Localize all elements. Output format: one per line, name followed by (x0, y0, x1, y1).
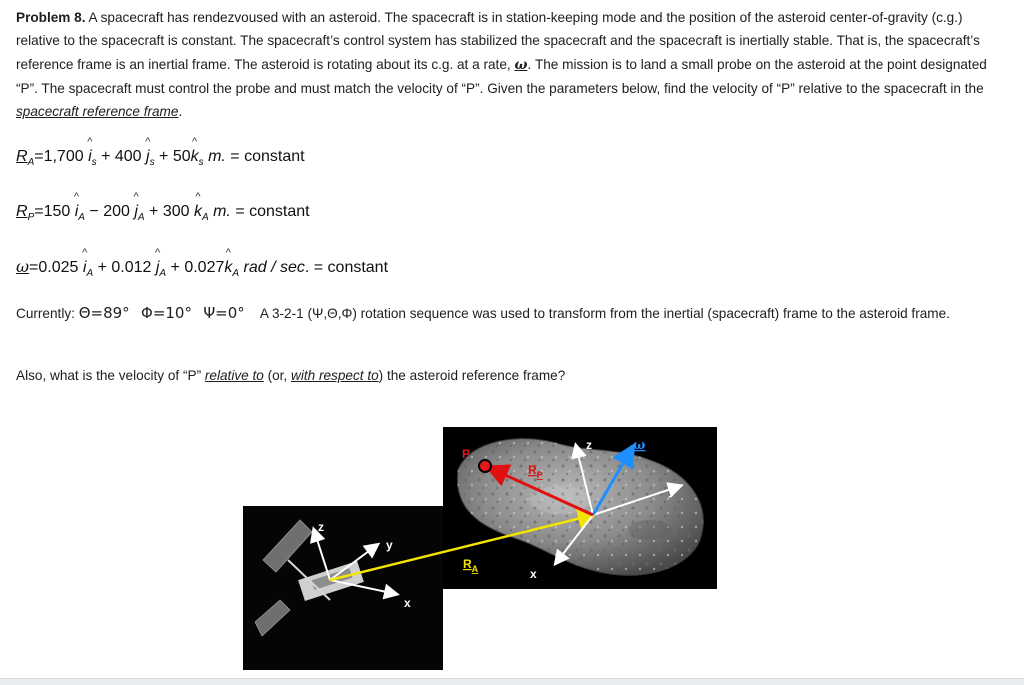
rp-term-3: + 300 (144, 203, 190, 220)
ra-tail: = constant (225, 148, 305, 165)
omega-tail: . = constant (304, 259, 389, 276)
problem-intro-2: . The mission is to land a small probe on the asteroid at the point designated “P”. The spacecraft must control the probe and must match the velocity of “P”. Given the parameters below, find the velocity of “P” relative to the spacecraft in the (16, 56, 987, 96)
asteroid-y-label: y (668, 484, 675, 498)
ra-term-3: + 50 (154, 148, 191, 165)
ra-unit-k: ^ k (191, 148, 199, 166)
ra-unit-k-sub: s (198, 157, 204, 169)
spacecraft-x-label: x (404, 596, 411, 610)
omega-unit-i-sub: A (86, 268, 94, 280)
ra-unit-j: ^ j (146, 148, 150, 166)
rp-unit-i-sub: A (78, 212, 85, 224)
ra-unit-j-sub: s (149, 157, 155, 169)
psi-value: Ψ=0° (203, 304, 245, 322)
omega-symbol: ω (514, 56, 528, 73)
omega-unit-j-sub: A (159, 268, 167, 280)
rp-unit-k: ^ k (194, 203, 202, 221)
rp-figure-label: $R_P$ (528, 463, 543, 480)
omega-unit-k-sub: A (232, 268, 240, 280)
rp-unit-j: ^ j (134, 203, 138, 221)
rp-unit-j-sub: A (137, 212, 145, 224)
problem-intro-end: . (178, 104, 183, 120)
rp-term-2: − 200 (84, 203, 130, 220)
ra-unit: m. (203, 148, 226, 165)
omega-unit-j: ^ j (156, 259, 160, 277)
rp-tail: = constant (230, 203, 310, 220)
ra-unit-i-sub: s (91, 157, 97, 169)
theta-value: Θ=89° (78, 304, 130, 322)
asteroid-x-label: x (530, 567, 537, 581)
omega-term-2: + 0.012 (93, 259, 152, 276)
omega-figure-label: ω (633, 438, 646, 453)
ra-vector: R (16, 148, 28, 165)
spacecraft-frame-link: spacecraft reference frame (16, 104, 179, 120)
ra-term-2: + 400 (96, 148, 142, 165)
question-after: ) the asteroid reference frame? (378, 368, 566, 383)
omega-unit: rad / sec (239, 259, 305, 276)
problem-intro-1: A spacecraft has rendezvoused with an asteroid. The spacecraft is in station-keeping mode and the position of the asteroid center-of-gravity (c.g.) relative to the spacecraft is constant. The spacecraft’s control system has stabilized the spacecraft and the spacecraft is inertially stable. That is, the spacecraft’s reference frame is an inertial frame. The asteroid is rotating about its c.g. at a rate, (16, 10, 980, 72)
rp-unit-k-sub: A (201, 212, 209, 224)
rp-vector: R (16, 203, 28, 220)
ra-figure-label: $R_A$ (463, 557, 479, 574)
with-respect-to-text: with respect to (291, 368, 379, 383)
problem-label: Problem 8. (16, 10, 86, 25)
rp-term-1: =150 (34, 203, 71, 220)
question-before: Also, what is the velocity of “P” (16, 368, 205, 383)
rp-unit: m. (208, 203, 231, 220)
asteroid-z-label: z (586, 438, 592, 452)
question-middle: (or, (263, 368, 292, 383)
rp-vector-sub: P (27, 212, 35, 224)
ra-vector-sub: A (27, 157, 35, 169)
point-p-label: P (462, 447, 471, 461)
omega-unit-k: ^ k (224, 259, 232, 277)
relative-to-text: relative to (204, 368, 264, 383)
ra-term-1: =1,700 (34, 148, 84, 165)
omega-term-3: + 0.027 (166, 259, 225, 276)
omega-unit-i: ^ i (83, 259, 87, 277)
omega-term-1: =0.025 (29, 259, 79, 276)
phi-value: Φ=10° (141, 304, 192, 322)
angles-prefix: Currently: (16, 306, 79, 321)
rotation-sequence-text: A 3-2-1 (Ψ,Θ,Φ) rotation sequence was used to transform from the inertial (spacecraft) frame to the asteroid frame. (259, 306, 950, 321)
point-p-marker (479, 460, 491, 472)
rp-unit-i: ^ i (75, 203, 79, 221)
omega-vector: ω (16, 257, 30, 276)
ra-unit-i: ^ i (88, 148, 92, 166)
spacecraft-y-label: y (386, 538, 393, 552)
spacecraft-z-label: z (318, 520, 324, 534)
